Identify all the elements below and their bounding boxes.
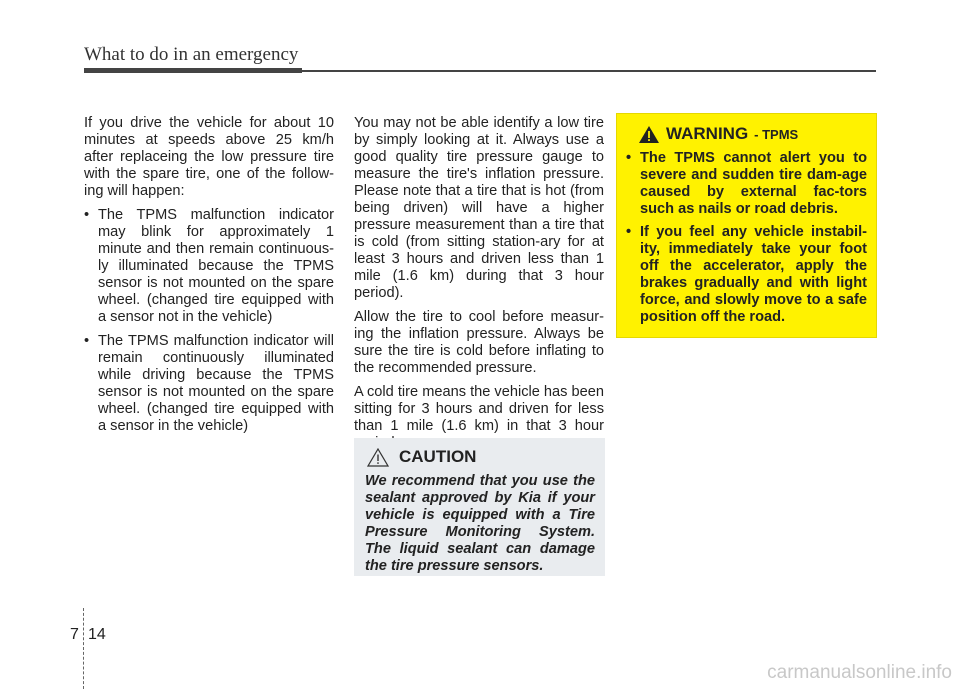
caution-header	[367, 447, 595, 467]
caution-text: We recommend that you use the sealant approved by Kia if your vehicle is equipped with a Tire Pressure Monitoring System. The liquid sealant can damage the tire pressure sensors.	[365, 473, 595, 574]
header-rule	[84, 70, 876, 72]
list-item: • The TPMS cannot alert you to severe and sudden tire dam-age caused by external fac-tors such as nails or road debris.	[626, 150, 867, 218]
paragraph: Allow the tire to cool before measur-ing the inflation pressure. Always be sure the tire is cold before inflating to the recommended pressure.	[354, 309, 604, 376]
caution-title: CAUTION	[399, 447, 477, 466]
warning-header	[638, 124, 867, 144]
text-column-middle	[354, 115, 604, 459]
text-column-left	[84, 115, 334, 442]
warning-box	[616, 113, 877, 338]
list-item: • If you feel any vehicle instabil-ity, immediately take your foot off the accelerator, apply the brakes gradually and with light force, and slowly move to a safe position off the road.	[626, 224, 867, 326]
list-item: • The TPMS malfunction indicator may blink for approximately 1 minute and then remain continuous-ly illuminated because the TPMS sensor is not mounted on the spare wheel. (changed tire equipped with a sensor not in the vehicle)	[84, 207, 334, 326]
warning-triangle-icon	[638, 125, 660, 144]
caution-box	[354, 438, 605, 576]
page-number: 14	[88, 626, 106, 643]
intro-paragraph: If you drive the vehicle for about 10 minutes at speeds above 25 km/h after replaceing the low pressure tire with the spare tire, one of the follow-ing will happen:	[84, 115, 334, 199]
caution-triangle-icon	[367, 448, 389, 467]
indicator-list	[84, 207, 334, 435]
watermark: carmanualsonline.info	[767, 662, 952, 683]
paragraph: You may not be able identify a low tire by simply looking at it. Always use a good quality tire pressure gauge to measure the tire's inflation pressure. Please note that a tire that is hot (from being driven) will have a higher pressure measurement than a tire that is cold (from sitting station-ary for at least 3 hours and driven less than 1 mile (1.6 km) during that 3 hour period).	[354, 115, 604, 301]
list-item: • The TPMS malfunction indicator will remain continuously illuminated while driving because the TPMS sensor is not mounted on the spare wheel. (changed tire equipped with a sensor in the vehicle)	[84, 333, 334, 435]
footer-divider	[83, 608, 84, 689]
warning-subtitle: - TPMS	[754, 126, 799, 142]
warning-title: WARNING	[666, 124, 749, 143]
chapter-number: 7	[70, 626, 79, 643]
warning-list	[626, 150, 867, 326]
section-title: What to do in an emergency	[84, 44, 299, 65]
paragraph: A cold tire means the vehicle has been sitting for 3 hours and driven for less than 1 mile (1.6 km) in that 3 hour	[354, 384, 604, 434]
